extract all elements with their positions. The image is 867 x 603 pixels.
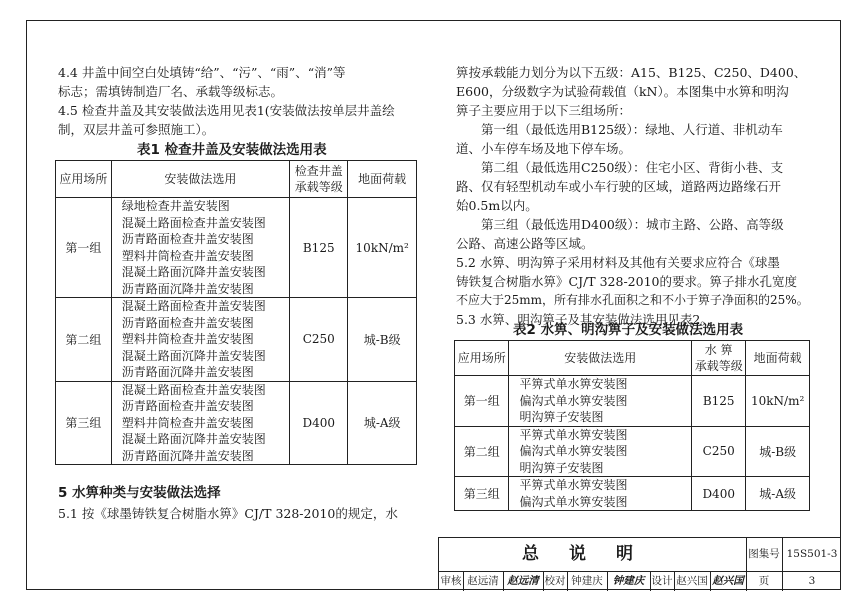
- table1-method-item: 沥青路面检查井盖安装图: [121, 232, 254, 246]
- table1-method-item: 混凝土路面检查井盖安装图: [121, 215, 266, 230]
- table2-method-item: 偏沟式单水箅安装图: [519, 444, 628, 458]
- table2-header-place: 应用场所: [455, 341, 509, 376]
- table1-method-item: 混凝土路面沉降井盖安装图: [121, 265, 266, 279]
- right-line-11: 5.2 水箅、明沟箅子采用材料及其他有关要求应符合《球墨: [456, 255, 780, 270]
- drawing-title: 总说明: [439, 538, 747, 571]
- table2-method-item: 偏沟式单水箅安装图: [519, 393, 628, 408]
- check-label: 校对: [543, 571, 568, 591]
- table1-method-item: 沥青路面沉降井盖安装图: [121, 365, 254, 379]
- right-line-6: 第二组（最低选用C250级）：住宅小区、背街小巷、支: [481, 160, 784, 175]
- table2-group-cell: 第一组: [455, 376, 509, 427]
- table1-header-load: 地面荷载: [348, 161, 417, 198]
- table2-header-grade: [692, 341, 746, 376]
- right-line-10: 公路、高速公路等区域。: [456, 236, 594, 251]
- table2-method-cell: [509, 477, 692, 511]
- para-4-5-line1: 4.5 检查井盖及其安装做法选用见表1(安装做法按单层井盖绘: [58, 103, 395, 118]
- designer-name: 赵兴国: [674, 571, 711, 591]
- table1-load-cell: 10kN/m²: [348, 198, 417, 298]
- reviewer-signature: 赵远清: [503, 571, 544, 591]
- table2-row: [455, 376, 810, 427]
- right-line-14: 5.3 水箅、明沟箅子及其安装做法选用见表2。: [456, 312, 713, 327]
- right-line-13: 不应大于25mm，所有排水孔面积之和不小于箅子净面积的25%。: [456, 293, 809, 307]
- atlas-number: 15S501-3: [786, 548, 838, 560]
- checker-signature: 钟建庆: [607, 571, 651, 591]
- table1-header-grade-line1: 检查井盖: [294, 164, 343, 178]
- right-line-8: 始0.5m以内。: [456, 198, 538, 213]
- right-line-4: 第一组（最低选用B125级）：绿地、人行道、非机动车: [481, 122, 783, 137]
- table1-method-item: 混凝土路面检查井盖安装图: [121, 382, 266, 397]
- table1-header-method: 安装做法选用: [111, 161, 289, 198]
- table2-header-grade-line1: 水 箅: [704, 343, 733, 357]
- table2-grade-cell: B125: [692, 376, 746, 427]
- table1-grade-cell: C250: [290, 298, 348, 382]
- design-label: 设计: [650, 571, 675, 591]
- table1-method-cell: [111, 381, 289, 465]
- table1-method-item: 塑料井筒检查井盖安装图: [121, 415, 254, 430]
- table1-header-grade-line2: 承载等级: [294, 180, 343, 194]
- table2-method-item: 明沟箅子安装图: [519, 410, 604, 424]
- table2-header-grade-line2: 承载等级: [694, 359, 743, 373]
- table1-group-cell: 第二组: [56, 298, 112, 382]
- table1-row: [56, 298, 417, 382]
- table1-method-item: 沥青路面检查井盖安装图: [121, 399, 254, 413]
- table2-group-cell: 第二组: [455, 426, 509, 477]
- table2-row: [455, 426, 810, 477]
- table1-method-item: 绿地检查井盖安装图: [121, 199, 230, 213]
- right-line-5: 道、小车停车场及地下停车场。: [456, 141, 632, 156]
- table1-title: 表1 检查井盖及安装做法选用表: [137, 142, 327, 158]
- para-4-4-line2: 标志；需填铸制造厂名、承载等级标志。: [58, 84, 284, 99]
- table2-grade-cell: D400: [692, 477, 746, 511]
- table1-method-item: 混凝土路面沉降井盖安装图: [121, 432, 266, 446]
- table1-method-item: 塑料井筒检查井盖安装图: [121, 248, 254, 263]
- table1-method-item: 塑料井筒检查井盖安装图: [121, 332, 254, 346]
- right-line-9: 第三组（最低选用D400级）：城市主路、公路、高等级: [481, 217, 784, 232]
- table1-method-item: 混凝土路面检查井盖安装图: [121, 299, 266, 313]
- table2-method-item: 平箅式单水箅安装图: [519, 478, 628, 492]
- table1-method-item: 混凝土路面沉降井盖安装图: [121, 348, 266, 363]
- review-label: 审核: [439, 571, 464, 591]
- table1-grade-cell: D400: [290, 381, 348, 465]
- designer-signature: 赵兴国: [710, 571, 747, 591]
- right-line-3: 箅子主要应用于以下三组场所：: [456, 103, 632, 118]
- table1: [55, 160, 417, 465]
- atlas-label: 图集号: [746, 538, 783, 571]
- table1-method-cell: [111, 198, 289, 298]
- table2-header-load: 地面荷载: [746, 341, 810, 376]
- section-5-heading: 5 水箅种类与安装做法选择: [58, 485, 221, 501]
- table2-load-cell: 城-A级: [746, 477, 810, 511]
- table1-header-grade: [290, 161, 348, 198]
- checker-name: 钟建庆: [567, 571, 608, 591]
- table2-method-item: 平箅式单水箅安装图: [519, 427, 628, 442]
- table1-grade-cell: B125: [290, 198, 348, 298]
- table1-row: [56, 381, 417, 465]
- table1-group-cell: 第三组: [56, 381, 112, 465]
- table1-load-cell: 城-B级: [348, 298, 417, 382]
- table1-row: [56, 198, 417, 298]
- table2: [454, 340, 810, 511]
- table2-load-cell: 10kN/m²: [746, 376, 810, 427]
- table2-method-cell: [509, 426, 692, 477]
- table2-method-item: 偏沟式单水箅安装图: [519, 494, 628, 509]
- table2-method-cell: [509, 376, 692, 427]
- table2-method-item: 平箅式单水箅安装图: [519, 377, 628, 391]
- table2-load-cell: 城-B级: [746, 426, 810, 477]
- para-5-1-line1: 5.1 按《球墨铸铁复合树脂水箅》CJ/T 328-2010的规定，水: [58, 506, 398, 521]
- page-label: 页: [746, 571, 783, 591]
- title-block-top-row: [439, 538, 841, 572]
- right-line-7: 路、仅有轻型机动车或小车行驶的区域，道路两边路缘石开: [456, 179, 782, 194]
- right-line-2: E600，分级数字为试验荷载值（kN）。本图集中水箅和明沟: [456, 84, 789, 99]
- table1-method-item: 沥青路面检查井盖安装图: [121, 315, 254, 330]
- para-4-4-line1: 4.4 井盖中间空白处填铸“给”、“污”、“雨”、“消”等: [58, 65, 346, 80]
- table1-load-cell: 城-A级: [348, 381, 417, 465]
- title-block: [438, 537, 841, 590]
- table2-group-cell: 第三组: [455, 477, 509, 511]
- right-line-1: 箅按承载能力划分为以下五级：A15、B125、C250、D400、: [456, 65, 807, 80]
- table2-method-item: 明沟箅子安装图: [519, 460, 604, 475]
- table2-header-method: 安装做法选用: [509, 341, 692, 376]
- table2-grade-cell: C250: [692, 426, 746, 477]
- para-4-5-line2: 制，双层井盖可参照施工）。: [58, 122, 215, 137]
- table1-header-place: 应用场所: [56, 161, 112, 198]
- table1-group-cell: 第一组: [56, 198, 112, 298]
- table1-method-item: 沥青路面沉降井盖安装图: [121, 448, 254, 463]
- table1-method-item: 沥青路面沉降井盖安装图: [121, 281, 254, 296]
- table1-method-cell: [111, 298, 289, 382]
- right-line-12: 铸铁复合树脂水箅》CJ/T 328-2010的要求。箅子排水孔宽度: [456, 274, 797, 289]
- table2-title: 表2 水箅、明沟箅子及安装做法选用表: [513, 322, 744, 338]
- reviewer-name: 赵远清: [463, 571, 504, 591]
- page-number: 3: [808, 575, 816, 587]
- table2-row: [455, 477, 810, 511]
